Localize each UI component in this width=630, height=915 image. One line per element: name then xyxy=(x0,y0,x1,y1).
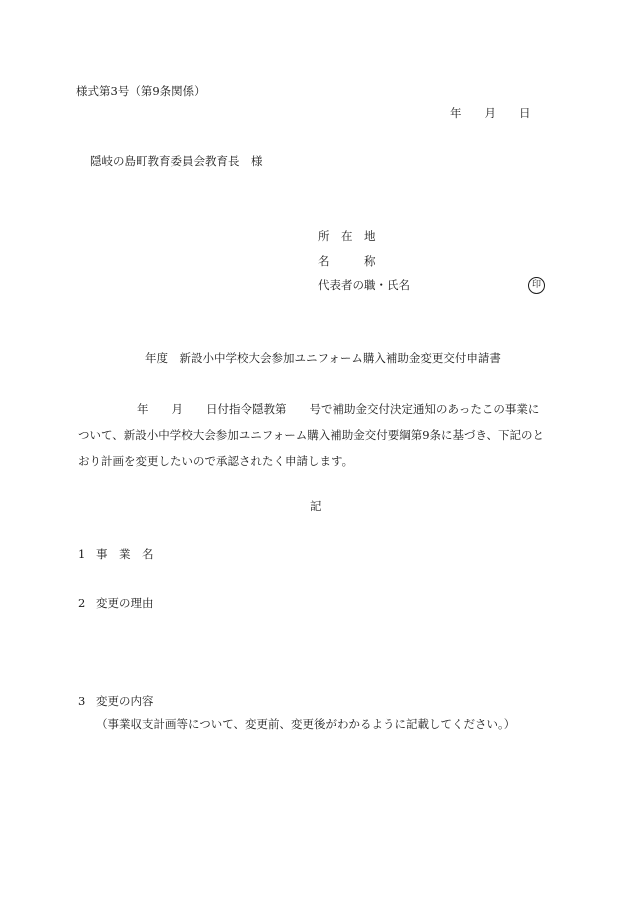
item-3-number: 3 xyxy=(78,694,86,708)
item-2-number: 2 xyxy=(78,596,86,610)
address-label: 所 在 地 xyxy=(318,229,376,243)
item-2-label: 変更の理由 xyxy=(96,596,154,610)
representative-label: 代表者の職・氏名 xyxy=(318,278,410,292)
form-number: 様式第3号（第9条関係） xyxy=(76,84,206,98)
seal-icon: 印 xyxy=(528,277,545,294)
ki-heading: 記 xyxy=(310,499,322,513)
item-3-note: （事業収支計画等について、変更前、変更後がわかるように記載してください。） xyxy=(96,717,516,731)
item-1-label: 事 業 名 xyxy=(96,547,154,561)
name-label: 名 称 xyxy=(318,254,376,268)
document-title: 年度 新設小中学校大会参加ユニフォーム購入補助金変更交付申請書 xyxy=(145,351,501,365)
body-line-3: おり計画を変更したいので承認されたく申請します。 xyxy=(78,454,354,468)
item-1-number: 1 xyxy=(78,547,86,561)
body-line-1: 年 月 日付指令隠教第 号で補助金交付決定通知のあったこの事業に xyxy=(137,402,540,416)
date-line: 年 月 日 xyxy=(450,106,531,120)
recipient: 隠岐の島町教育委員会教育長 様 xyxy=(90,154,263,168)
body-line-2: ついて、新設小中学校大会参加ユニフォーム購入補助金交付要綱第9条に基づき、下記のと xyxy=(78,428,545,442)
item-3-label: 変更の内容 xyxy=(96,694,154,708)
